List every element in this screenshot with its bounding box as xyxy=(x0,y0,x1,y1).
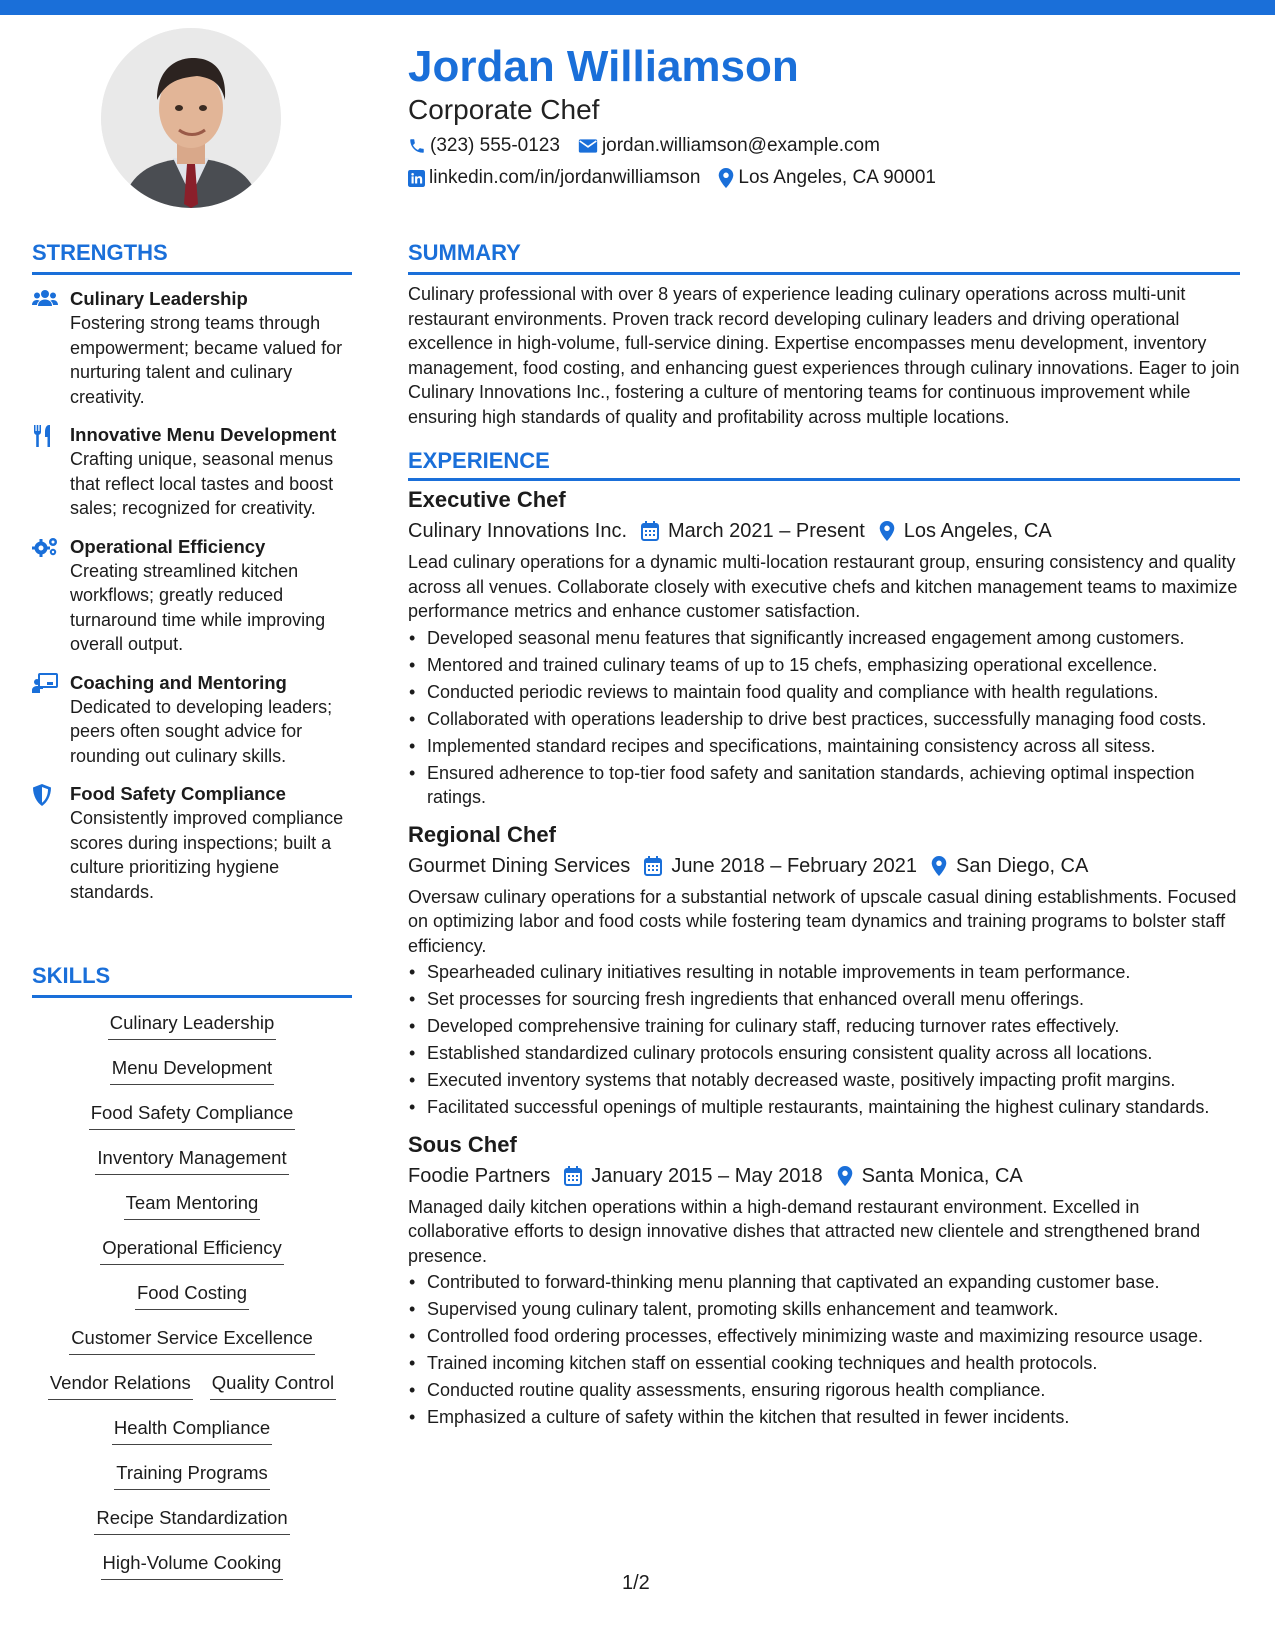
bullet-item: • Mentored and trained culinary teams of up to 15 chefs, emphasizing operational excellence. xyxy=(408,653,1240,678)
summary-text: Culinary professional with over 8 years of experience leading culinary operations across multi-unit restaurant environments. Proven track record developing culinary leaders and driving operational excellence in high-volume, full-service dining. Expertise encompasses menu development, inventory management, food costing, and enhancing guest experiences through culinary innovations. Eager to join Culinary Innovations Inc., fostering a culture of mentoring teams for continuous improvement while ensuring high standards of quality and profitability across multiple locations. xyxy=(408,284,1240,427)
bullet-item: • Facilitated successful openings of multiple restaurants, maintaining the highest culinary standards. xyxy=(408,1095,1240,1120)
job-position: Executive Chef xyxy=(408,487,566,512)
bullet-item: • Controlled food ordering processes, effectively minimizing waste and maximizing resource usage. xyxy=(408,1324,1240,1349)
bullet-item: • Developed seasonal menu features that significantly increased engagement among customers. xyxy=(408,626,1240,651)
skill-tag: Health Compliance xyxy=(112,1411,272,1456)
calendar-icon xyxy=(644,856,662,876)
gears-icon xyxy=(32,537,58,557)
job-company: Foodie Partners xyxy=(408,1164,551,1187)
bullet-item: • Executed inventory systems that notably decreased waste, positively impacting profit margins. xyxy=(408,1068,1240,1093)
job-title: Corporate Chef xyxy=(408,94,600,125)
linkedin-text: linkedin.com/in/jordanwilliamson xyxy=(429,167,701,188)
skill-tag: Training Programs xyxy=(114,1456,269,1501)
bullet-item: • Collaborated with operations leadership to drive best practices, successfully managing food costs. xyxy=(408,707,1240,732)
page-number: 1/2 xyxy=(622,1572,650,1594)
strength-desc: Consistently improved compliance scores during inspections; built a culture prioritizing hygiene standards. xyxy=(70,808,344,902)
experience-rule xyxy=(408,478,1240,481)
bullet-item: • Set processes for sourcing fresh ingredients that enhanced overall menu offerings. xyxy=(408,987,1240,1012)
skill-tag: Culinary Leadership xyxy=(108,1006,277,1051)
teacher-icon xyxy=(32,673,58,693)
skill-tag: Team Mentoring xyxy=(124,1186,261,1231)
skills-list xyxy=(32,1006,352,1591)
summary-rule xyxy=(408,272,1240,275)
strength-item xyxy=(32,535,352,657)
job-meta xyxy=(408,515,1240,547)
bullet-item: • Trained incoming kitchen staff on essential cooking techniques and health protocols. xyxy=(408,1351,1240,1376)
bullet-item: • Conducted routine quality assessments, ensuring rigorous health compliance. xyxy=(408,1378,1240,1403)
contact-row-1 xyxy=(408,135,898,157)
bullet-item: • Supervised young culinary talent, promoting skills enhancement and teamwork. xyxy=(408,1297,1240,1322)
bullet-item: • Conducted periodic reviews to maintain food quality and compliance with health regulations. xyxy=(408,680,1240,705)
summary-heading: SUMMARY xyxy=(408,240,521,265)
skill-tag: Recipe Standardization xyxy=(94,1501,289,1546)
linkedin-contact[interactable] xyxy=(408,167,700,189)
skill-tag: Food Safety Compliance xyxy=(89,1096,296,1141)
job-meta xyxy=(408,1160,1240,1192)
job-dates: June 2018 – February 2021 xyxy=(671,854,918,877)
email-contact[interactable] xyxy=(578,135,880,157)
job-location: Santa Monica, CA xyxy=(861,1164,1023,1187)
bullet-item: • Spearheaded culinary initiatives resulting in notable improvements in team performance. xyxy=(408,960,1240,985)
strength-item xyxy=(32,287,352,409)
skill-tag: High-Volume Cooking xyxy=(101,1546,284,1591)
job-dates: January 2015 – May 2018 xyxy=(591,1164,823,1187)
candidate-name: Jordan Williamson xyxy=(408,42,799,91)
skill-tag: Inventory Management xyxy=(95,1141,288,1186)
experience-list xyxy=(408,485,1240,1432)
strength-item xyxy=(32,423,352,521)
strengths-list xyxy=(32,287,352,918)
profile-photo xyxy=(101,28,281,208)
job-bullets xyxy=(408,960,1240,1120)
skill-tag: Vendor Relations xyxy=(48,1366,193,1411)
strength-desc: Fostering strong teams through empowerment; became valued for nurturing talent and culinary creativity. xyxy=(70,313,343,407)
strength-item xyxy=(32,671,352,769)
map-pin-icon xyxy=(718,168,734,188)
job-description: Lead culinary operations for a dynamic multi-location restaurant group, ensuring consistency and quality across all venues. Collaborate closely with executive chefs and kitchen management teams to maximize performance metrics and enhance customer satisfaction. xyxy=(408,552,1238,621)
phone-text: (323) 555-0123 xyxy=(430,135,560,156)
linkedin-icon xyxy=(408,170,425,187)
shield-icon xyxy=(32,784,52,806)
map-pin-icon xyxy=(879,521,895,541)
bullet-item: • Developed comprehensive training for culinary staff, reducing turnover rates effectively. xyxy=(408,1014,1240,1039)
job-company: Gourmet Dining Services xyxy=(408,854,631,877)
job-bullets xyxy=(408,626,1240,810)
bullet-item: • Contributed to forward-thinking menu planning that captivated an expanding customer base. xyxy=(408,1270,1240,1295)
users-icon xyxy=(32,289,58,307)
job-dates: March 2021 – Present xyxy=(668,520,865,542)
strength-title: Coaching and Mentoring xyxy=(70,671,287,693)
strength-title: Innovative Menu Development xyxy=(70,424,337,445)
utensils-icon xyxy=(32,425,52,447)
skills-heading: SKILLS xyxy=(32,963,111,988)
strength-title: Food Safety Compliance xyxy=(70,783,286,804)
skills-rule xyxy=(32,995,352,998)
job-description: Managed daily kitchen operations within a high-demand restaurant environment. Excelled in collaborative efforts to design innovative dishes that attracted new clientele and strengthened brand presence. xyxy=(408,1196,1201,1266)
strengths-rule xyxy=(32,272,352,275)
bullet-item: • Ensured adherence to top-tier food safety and sanitation standards, achieving optimal inspection ratings. xyxy=(408,761,1240,810)
strengths-heading: STRENGTHS xyxy=(32,240,168,265)
job-location: San Diego, CA xyxy=(956,854,1089,877)
job-entry xyxy=(408,1130,1240,1430)
calendar-icon xyxy=(564,1166,582,1186)
strength-title: Operational Efficiency xyxy=(70,535,266,557)
phone-icon xyxy=(408,137,426,155)
top-accent-bar xyxy=(0,0,1275,15)
job-company: Culinary Innovations Inc. xyxy=(408,520,628,542)
bullet-item: • Implemented standard recipes and specifications, maintaining consistency across all sitess. xyxy=(408,734,1240,759)
job-entry xyxy=(408,485,1240,810)
experience-heading: EXPERIENCE xyxy=(408,448,550,473)
job-entry xyxy=(408,820,1240,1120)
location-text: Los Angeles, CA 90001 xyxy=(738,167,936,188)
envelope-icon xyxy=(578,138,598,154)
skill-tag: Quality Control xyxy=(210,1366,336,1411)
strength-item xyxy=(32,782,352,904)
bullet-item: • Established standardized culinary protocols ensuring consistent quality across all locations. xyxy=(408,1041,1240,1066)
strength-title: Culinary Leadership xyxy=(70,288,248,309)
skill-tag: Menu Development xyxy=(110,1051,274,1096)
job-position: Regional Chef xyxy=(408,821,556,847)
map-pin-icon xyxy=(837,1166,853,1186)
bullet-item: • Emphasized a culture of safety within the kitchen that resulted in fewer incidents. xyxy=(408,1405,1240,1430)
map-pin-icon xyxy=(931,856,947,876)
contact-row-2 xyxy=(408,167,954,189)
strength-desc: Crafting unique, seasonal menus that reflect local tastes and boost sales; recognized for creativity. xyxy=(70,449,334,518)
job-description: Oversaw culinary operations for a substantial network of upscale casual dining establishments. Focused on optimizing labor and food costs while fostering team dynamics and training programs to bolster staff efficiency. xyxy=(408,886,1237,956)
job-bullets xyxy=(408,1270,1240,1430)
email-text: jordan.williamson@example.com xyxy=(601,135,880,156)
skill-tag: Customer Service Excellence xyxy=(69,1321,315,1366)
strength-desc: Dedicated to developing leaders; peers often sought advice for rounding out culinary skills. xyxy=(70,696,333,766)
skill-tag: Operational Efficiency xyxy=(100,1231,284,1276)
job-position: Sous Chef xyxy=(408,1131,517,1157)
skill-tag: Food Costing xyxy=(135,1276,249,1321)
phone-contact[interactable] xyxy=(408,135,560,157)
location-contact xyxy=(718,167,936,189)
strength-desc: Creating streamlined kitchen workflows; greatly reduced turnaround time while improving overall output. xyxy=(70,560,326,654)
calendar-icon xyxy=(641,521,659,541)
job-meta xyxy=(408,850,1240,882)
job-location: Los Angeles, CA xyxy=(903,520,1052,542)
